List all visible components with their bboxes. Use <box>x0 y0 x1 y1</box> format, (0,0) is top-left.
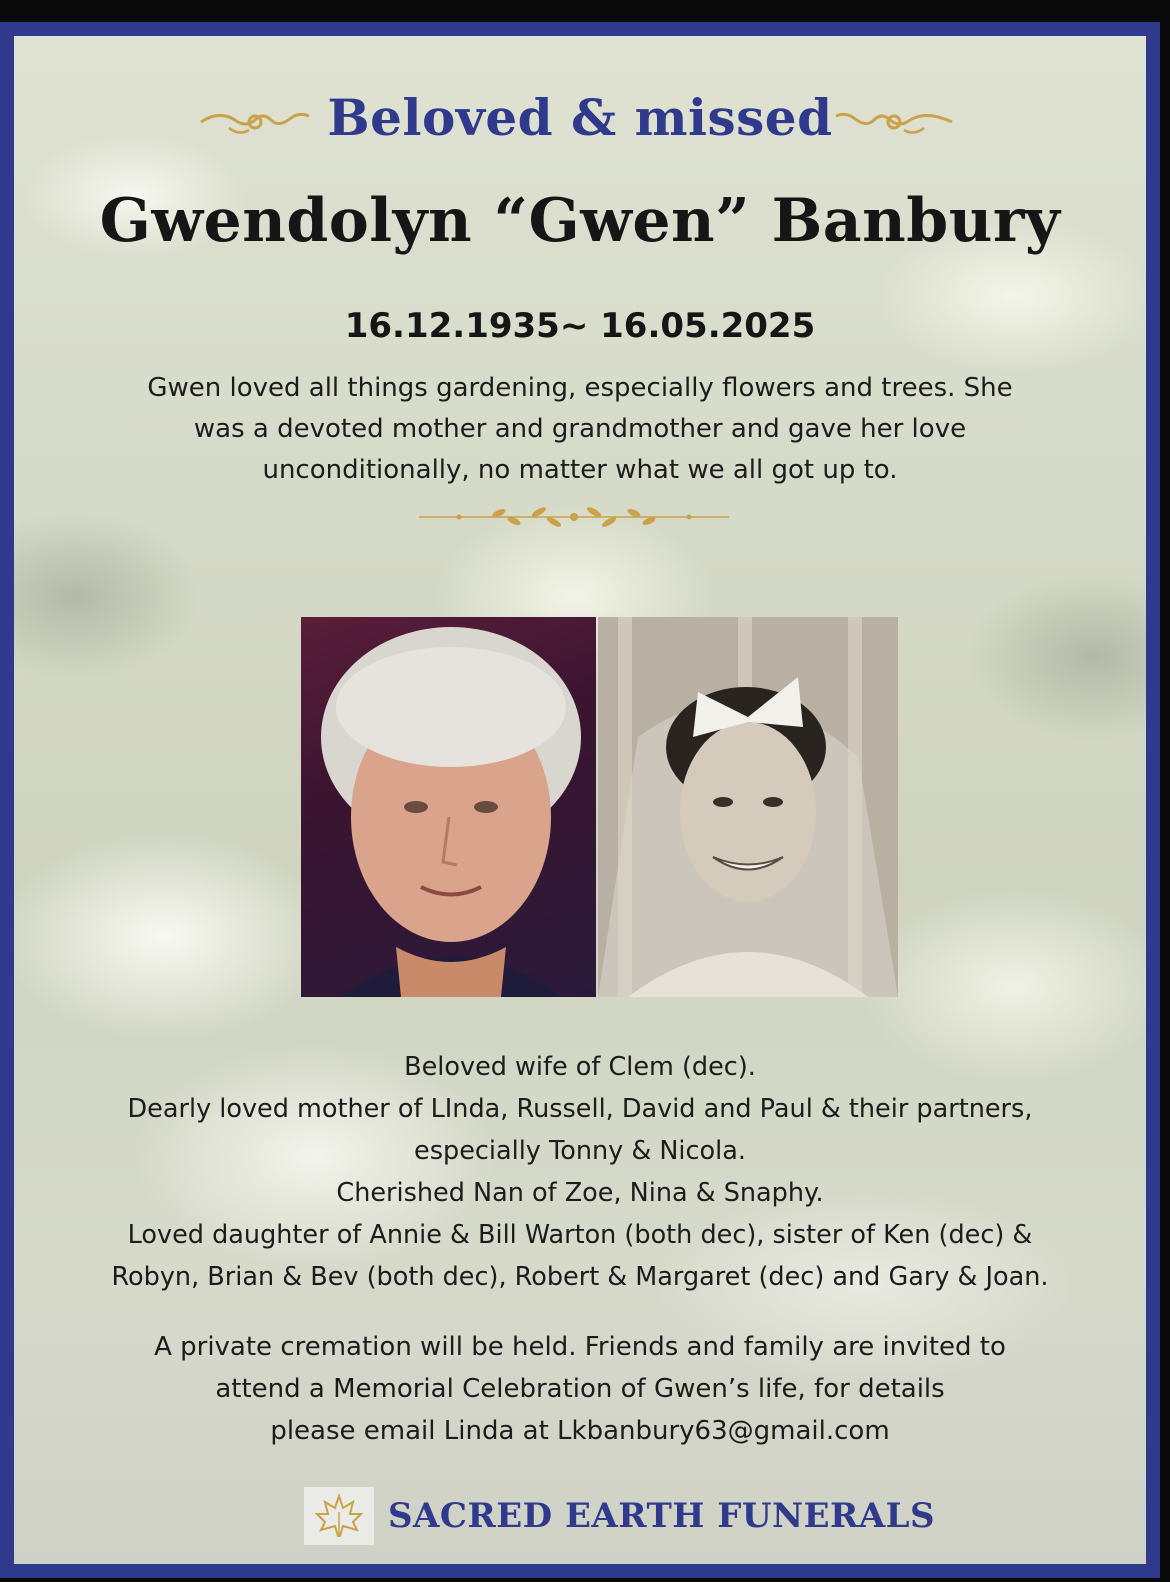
family-line: Cherished Nan of Zoe, Nina & Snaphy. <box>336 1178 824 1208</box>
family-line: Beloved wife of Clem (dec). <box>404 1052 756 1082</box>
about-paragraph <box>14 368 1146 491</box>
notice-frame <box>0 22 1160 1578</box>
memorial-paragraph <box>14 1326 1146 1452</box>
portrait-young-photo <box>598 617 898 997</box>
memorial-line: attend a Memorial Celebration of Gwen’s life, for details <box>215 1374 945 1404</box>
memorial-card <box>14 36 1146 1564</box>
family-paragraph <box>14 1046 1146 1298</box>
funeral-home-footer <box>304 1486 935 1546</box>
about-line: Gwen loved all things gardening, especially flowers and trees. She <box>147 373 1013 403</box>
about-line: unconditionally, no matter what we all got up to. <box>262 455 898 485</box>
family-line: Robyn, Brian & Bev (both dec), Robert & Margaret (dec) and Gary & Joan. <box>111 1262 1049 1292</box>
gold-divider-icon <box>419 502 729 532</box>
memorial-line: A private cremation will be held. Friends and family are invited to <box>154 1332 1006 1362</box>
about-line: was a devoted mother and grandmother and gave her love <box>193 414 967 444</box>
maple-leaf-logo-icon <box>304 1487 374 1545</box>
portrait-elderly-photo <box>301 617 596 997</box>
family-line: Dearly loved mother of LInda, Russell, David and Paul & their partners, <box>127 1094 1033 1124</box>
life-dates: 16.12.1935~ 16.05.2025 <box>344 306 816 346</box>
family-line: Loved daughter of Annie & Bill Warton (both dec), sister of Ken (dec) & <box>127 1220 1033 1250</box>
deceased-name: Gwendolyn “Gwen” Banbury <box>99 186 1061 256</box>
photo-pair <box>301 617 898 997</box>
funeral-home-name: SACRED EARTH FUNERALS <box>388 1496 936 1536</box>
family-line: especially Tonny & Nicola. <box>414 1136 746 1166</box>
memorial-line: please email Linda at Lkbanbury63@gmail.com <box>270 1416 890 1446</box>
right-ornament-icon <box>834 102 954 142</box>
tagline: Beloved & missed <box>327 88 833 147</box>
